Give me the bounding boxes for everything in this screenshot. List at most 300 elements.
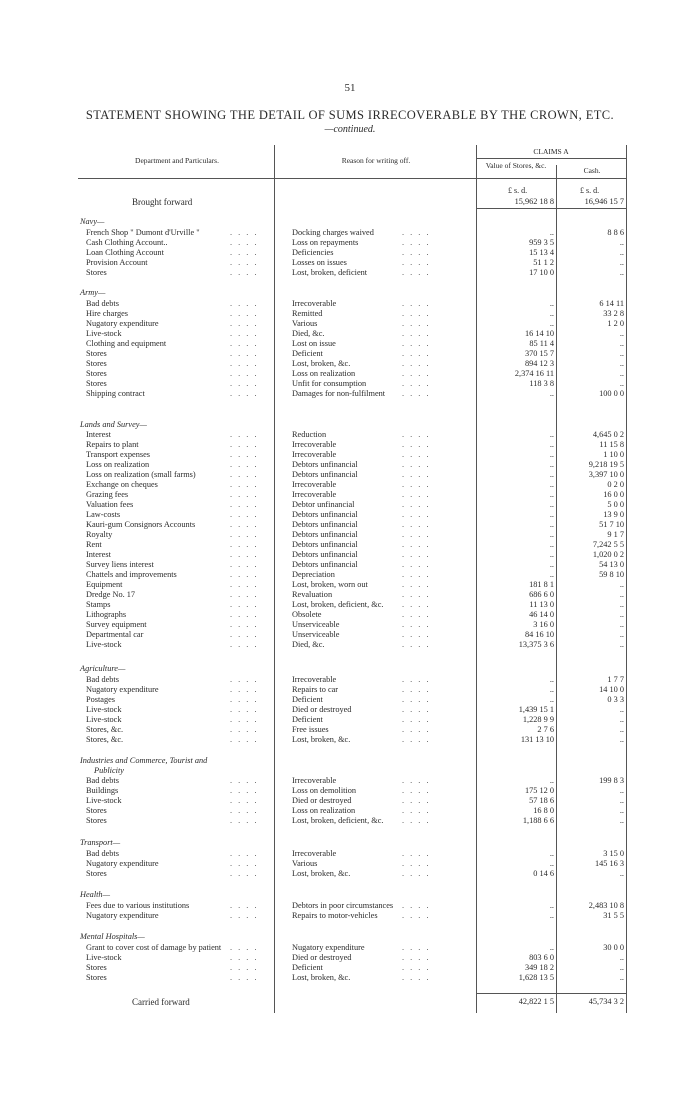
leader-dots: . . . . [230, 953, 259, 962]
value-cell: .. [549, 228, 554, 237]
reason-cell: Docking charges waived [292, 228, 374, 237]
leader-dots: . . . . [230, 430, 259, 439]
leader-dots: . . . . [402, 849, 431, 858]
particular-cell: Loan Clothing Account [86, 248, 164, 257]
value-cell: .. [549, 685, 554, 694]
value-cell: .. [549, 776, 554, 785]
reason-cell: Revaluation [292, 590, 333, 599]
carried-rule [476, 993, 626, 994]
particular-cell: Live-stock [86, 705, 122, 714]
particular-cell: Brought forward [132, 197, 193, 207]
table-row [0, 359, 700, 369]
leader-dots: . . . . [402, 450, 431, 459]
cash-cell: .. [619, 349, 624, 358]
value-cell: 57 18 6 [529, 796, 554, 805]
table-row [0, 725, 700, 735]
leader-dots: . . . . [402, 630, 431, 639]
particular-cell: Shipping contract [86, 389, 145, 398]
leader-dots: . . . . [402, 520, 431, 529]
table-row [0, 997, 700, 1007]
cash-cell: .. [619, 816, 624, 825]
leader-dots: . . . . [402, 349, 431, 358]
cash-cell: .. [619, 715, 624, 724]
cash-cell: 145 16 3 [594, 859, 624, 868]
leader-dots: . . . . [230, 510, 259, 519]
leader-dots: . . . . [230, 963, 259, 972]
value-cell: 2 7 6 [537, 725, 554, 734]
page-subtitle: —continued. [324, 124, 376, 135]
leader-dots: . . . . [230, 849, 259, 858]
leader-dots: . . . . [230, 869, 259, 878]
reason-cell: Deficiencies [292, 248, 334, 257]
leader-dots: . . . . [402, 943, 431, 952]
particular-cell: Live-stock [86, 953, 122, 962]
cash-cell: .. [619, 725, 624, 734]
table-row [0, 369, 700, 379]
value-cell: .. [549, 560, 554, 569]
table-row [0, 389, 700, 399]
leader-dots: . . . . [230, 725, 259, 734]
leader-dots: . . . . [402, 620, 431, 629]
section-heading [0, 756, 700, 766]
cash-cell: 1,020 0 2 [592, 550, 624, 559]
leader-dots: . . . . [402, 258, 431, 267]
particular-cell: Stores [86, 268, 107, 277]
value-cell: .. [549, 510, 554, 519]
table-row [0, 309, 700, 319]
table-row [0, 540, 700, 550]
leader-dots: . . . . [402, 963, 431, 972]
table-row [0, 430, 700, 440]
value-cell: 131 13 10 [520, 735, 554, 744]
particular-cell: Bad debts [86, 675, 119, 684]
particular-cell: Stores [86, 816, 107, 825]
cash-cell: 45,734 3 2 [588, 997, 624, 1006]
leader-dots: . . . . [230, 600, 259, 609]
particular-cell: Bad debts [86, 776, 119, 785]
value-cell: .. [549, 440, 554, 449]
table-row [0, 480, 700, 490]
leader-dots: . . . . [402, 901, 431, 910]
value-cell: .. [549, 849, 554, 858]
particular-cell: Stores [86, 869, 107, 878]
leader-dots: . . . . [230, 379, 259, 388]
table-row [0, 640, 700, 650]
value-cell: 84 16 10 [524, 630, 554, 639]
leader-dots: . . . . [402, 248, 431, 257]
reason-cell: Deficient [292, 349, 323, 358]
leader-dots: . . . . [402, 359, 431, 368]
leader-dots: . . . . [230, 973, 259, 982]
particular-cell: Grant to cover cost of damage by patient [86, 943, 222, 952]
reason-cell: Lost, broken, deficient [292, 268, 368, 277]
leader-dots: . . . . [402, 238, 431, 247]
value-cell: 17 10 0 [529, 268, 554, 277]
value-cell: 15,962 18 8 [514, 197, 554, 206]
particular-cell: Live-stock [86, 329, 122, 338]
particular-cell: Interest [86, 430, 111, 439]
leader-dots: . . . . [402, 570, 431, 579]
leader-dots: . . . . [402, 816, 431, 825]
cash-cell: .. [619, 379, 624, 388]
particular-cell: Exchange on cheques [86, 480, 158, 489]
reason-cell: Loss on repayments [292, 238, 359, 247]
reason-cell: Irrecoverable [292, 776, 337, 785]
reason-cell: Loss on demolition [292, 786, 357, 795]
claims-underline [476, 158, 626, 159]
value-cell: 16 8 0 [533, 806, 554, 815]
table-row [0, 450, 700, 460]
table-row [0, 953, 700, 963]
leader-dots: . . . . [402, 309, 431, 318]
particular-cell: Grazing fees [86, 490, 129, 499]
reason-cell: Debtors unfinancial [292, 520, 358, 529]
value-cell: .. [549, 299, 554, 308]
particular-cell: Chattels and improvements [86, 570, 177, 579]
leader-dots: . . . . [230, 329, 259, 338]
table-row [0, 550, 700, 560]
leader-dots: . . . . [402, 500, 431, 509]
value-cell: .. [549, 319, 554, 328]
reason-cell: Irrecoverable [292, 849, 337, 858]
cash-cell: 3 15 0 [603, 849, 624, 858]
leader-dots: . . . . [402, 859, 431, 868]
reason-cell: Died, &c. [292, 329, 325, 338]
value-cell: 11 13 0 [529, 600, 554, 609]
leader-dots: . . . . [402, 806, 431, 815]
reason-cell: Lost, broken, &c. [292, 359, 351, 368]
particular-cell: Stores [86, 379, 107, 388]
cash-cell: .. [619, 705, 624, 714]
table-row [0, 510, 700, 520]
leader-dots: . . . . [402, 725, 431, 734]
particular-cell: Survey liens interest [86, 560, 154, 569]
reason-cell: Deficient [292, 715, 323, 724]
cash-cell: 1 10 0 [603, 450, 624, 459]
cash-cell: 33 2 8 [603, 309, 624, 318]
cash-cell: .. [619, 640, 624, 649]
reason-cell: Lost on issue [292, 339, 336, 348]
table-row [0, 440, 700, 450]
cash-cell: 13 9 0 [603, 510, 624, 519]
particular-cell: Equipment [86, 580, 123, 589]
leader-dots: . . . . [402, 470, 431, 479]
table-row [0, 349, 700, 359]
cash-cell: 30 0 0 [603, 943, 624, 952]
leader-dots: . . . . [230, 735, 259, 744]
value-cell: .. [549, 490, 554, 499]
table-row [0, 776, 700, 786]
value-cell: .. [549, 550, 554, 559]
leader-dots: . . . . [402, 228, 431, 237]
table-row [0, 530, 700, 540]
leader-dots: . . . . [402, 379, 431, 388]
particular-cell: Stores [86, 963, 107, 972]
leader-dots: . . . . [230, 705, 259, 714]
leader-dots: . . . . [230, 268, 259, 277]
reason-cell: Lost, broken, deficient, &c. [292, 600, 384, 609]
section-heading [0, 420, 700, 430]
leader-dots: . . . . [402, 796, 431, 805]
reason-cell: Debtors unfinancial [292, 470, 358, 479]
cash-cell: .. [619, 238, 624, 247]
particular-cell: Lithographs [86, 610, 127, 619]
cash-cell: 4,645 0 2 [592, 430, 624, 439]
particular-cell: Lands and Survey— [80, 420, 147, 429]
leader-dots: . . . . [402, 530, 431, 539]
reason-cell: Lost, broken, &c. [292, 973, 351, 982]
leader-dots: . . . . [230, 610, 259, 619]
reason-cell: Unfit for consumption [292, 379, 367, 388]
leader-dots: . . . . [230, 339, 259, 348]
leader-dots: . . . . [402, 786, 431, 795]
particular-cell: Stores [86, 369, 107, 378]
leader-dots: . . . . [402, 580, 431, 589]
particular-cell: Navy— [80, 217, 105, 226]
particular-cell: Nugatory expenditure [86, 859, 159, 868]
cash-cell: 6 14 11 [599, 299, 624, 308]
reason-cell: Died or destroyed [292, 705, 352, 714]
leader-dots: . . . . [230, 238, 259, 247]
particular-cell: Fees due to various institutions [86, 901, 190, 910]
value-cell: 181 8 1 [529, 580, 554, 589]
value-cell: 16 14 10 [524, 329, 554, 338]
value-cell: 803 6 0 [529, 953, 554, 962]
table-row [0, 197, 700, 207]
particular-cell: Stores [86, 359, 107, 368]
table-row [0, 268, 700, 278]
cash-cell: .. [619, 869, 624, 878]
leader-dots: . . . . [402, 715, 431, 724]
value-cell: .. [549, 470, 554, 479]
cash-cell: .. [619, 248, 624, 257]
table-row [0, 500, 700, 510]
leader-dots: . . . . [230, 460, 259, 469]
particular-cell: Royalty [86, 530, 113, 539]
value-cell: .. [549, 460, 554, 469]
cash-cell: 9,218 19 5 [588, 460, 624, 469]
table-row [0, 816, 700, 826]
value-cell: .. [549, 911, 554, 920]
table-row [0, 228, 700, 238]
value-header: Value of Stores, &c. [485, 161, 547, 170]
leader-dots: . . . . [230, 620, 259, 629]
cash-cell: 199 8 3 [599, 776, 624, 785]
particular-cell: Stores, &c. [86, 725, 124, 734]
particular-cell: Publicity [94, 766, 124, 775]
leader-dots: . . . . [230, 675, 259, 684]
leader-dots: . . . . [230, 776, 259, 785]
reason-cell: Unserviceable [292, 630, 340, 639]
particular-cell: Transport expenses [86, 450, 150, 459]
value-cell: 1,228 9 9 [522, 715, 554, 724]
value-cell: 2,374 16 11 [514, 369, 554, 378]
value-cell: 370 15 7 [524, 349, 554, 358]
value-cell: .. [549, 901, 554, 910]
cash-cell: .. [619, 339, 624, 348]
leader-dots: . . . . [230, 816, 259, 825]
leader-dots: . . . . [230, 440, 259, 449]
cash-cell: 9 1 7 [607, 530, 624, 539]
value-currency-label: £ s. d. [508, 186, 528, 195]
cash-cell: .. [619, 268, 624, 277]
leader-dots: . . . . [230, 500, 259, 509]
leader-dots: . . . . [230, 901, 259, 910]
cash-cell: .. [619, 963, 624, 972]
particular-cell: Provision Account [86, 258, 148, 267]
section-heading [0, 766, 700, 776]
reason-cell: Various [292, 859, 318, 868]
particular-cell: Loss on realization [86, 460, 150, 469]
cash-cell: .. [619, 630, 624, 639]
leader-dots: . . . . [230, 258, 259, 267]
reason-cell: Lost, broken, &c. [292, 869, 351, 878]
reason-cell: Debtor unfinancial [292, 500, 355, 509]
reason-header: Reason for writing off. [341, 156, 411, 165]
reason-cell: Lost, broken, deficient, &c. [292, 816, 384, 825]
leader-dots: . . . . [230, 480, 259, 489]
reason-cell: Debtors unfinancial [292, 550, 358, 559]
leader-dots: . . . . [230, 490, 259, 499]
leader-dots: . . . . [402, 590, 431, 599]
reason-cell: Died, &c. [292, 640, 325, 649]
particular-cell: Stores [86, 349, 107, 358]
particular-cell: Buildings [86, 786, 119, 795]
table-row [0, 705, 700, 715]
cash-cell: .. [619, 258, 624, 267]
particular-cell: French Shop " Dumont d'Urville " [86, 228, 200, 237]
particular-cell: Postages [86, 695, 116, 704]
leader-dots: . . . . [230, 580, 259, 589]
particular-cell: Rent [86, 540, 102, 549]
cash-cell: .. [619, 973, 624, 982]
particular-cell: Mental Hospitals— [80, 932, 145, 941]
particular-cell: Interest [86, 550, 111, 559]
cash-cell: 8 8 6 [607, 228, 624, 237]
table-row [0, 379, 700, 389]
leader-dots: . . . . [230, 319, 259, 328]
table-row [0, 901, 700, 911]
cash-cell: 51 7 10 [599, 520, 624, 529]
table-row [0, 590, 700, 600]
cash-cell: .. [619, 580, 624, 589]
page-number: 51 [344, 82, 356, 94]
value-cell: 46 14 0 [529, 610, 554, 619]
leader-dots: . . . . [230, 299, 259, 308]
value-cell: .. [549, 530, 554, 539]
particular-cell: Nugatory expenditure [86, 911, 159, 920]
leader-dots: . . . . [402, 480, 431, 489]
particular-cell: Cash Clothing Account.. [86, 238, 168, 247]
particular-cell: Departmental car [86, 630, 144, 639]
value-cell: .. [549, 309, 554, 318]
leader-dots: . . . . [402, 610, 431, 619]
leader-dots: . . . . [230, 520, 259, 529]
cash-cell: 5 0 0 [607, 500, 624, 509]
cash-cell: 0 3 3 [607, 695, 624, 704]
table-row [0, 973, 700, 983]
value-cell: .. [549, 500, 554, 509]
reason-cell: Irrecoverable [292, 450, 337, 459]
leader-dots: . . . . [230, 796, 259, 805]
reason-cell: Irrecoverable [292, 675, 337, 684]
leader-dots: . . . . [230, 943, 259, 952]
leader-dots: . . . . [402, 339, 431, 348]
section-heading [0, 217, 700, 227]
reason-cell: Debtors unfinancial [292, 460, 358, 469]
reason-cell: Unserviceable [292, 620, 340, 629]
table-row [0, 490, 700, 500]
value-cell: .. [549, 430, 554, 439]
particular-cell: Nugatory expenditure [86, 685, 159, 694]
cash-cell: .. [619, 600, 624, 609]
particular-cell: Health— [80, 890, 110, 899]
value-cell: .. [549, 389, 554, 398]
cash-cell: 1 2 0 [607, 319, 624, 328]
reason-cell: Debtors in poor circumstances [292, 901, 394, 910]
particular-cell: Kauri-gum Consignors Accounts [86, 520, 196, 529]
leader-dots: . . . . [402, 675, 431, 684]
table-row [0, 248, 700, 258]
reason-cell: Debtors unfinancial [292, 560, 358, 569]
cash-cell: .. [619, 786, 624, 795]
leader-dots: . . . . [402, 440, 431, 449]
cash-cell: .. [619, 610, 624, 619]
particular-cell: Repairs to plant [86, 440, 139, 449]
table-row [0, 786, 700, 796]
table-row [0, 610, 700, 620]
leader-dots: . . . . [402, 869, 431, 878]
reason-cell: Free issues [292, 725, 329, 734]
value-cell: 894 12 3 [524, 359, 554, 368]
reason-cell: Irrecoverable [292, 490, 337, 499]
cash-header: Cash. [583, 166, 601, 175]
cash-cell: 3,397 10 0 [588, 470, 624, 479]
reason-cell: Deficient [292, 695, 323, 704]
value-cell: 85 11 4 [529, 339, 554, 348]
leader-dots: . . . . [230, 389, 259, 398]
leader-dots: . . . . [230, 530, 259, 539]
table-row [0, 329, 700, 339]
reason-cell: Various [292, 319, 318, 328]
cash-cell: .. [619, 735, 624, 744]
leader-dots: . . . . [402, 600, 431, 609]
page-title: STATEMENT SHOWING THE DETAIL OF SUMS IRRECOVERABLE BY THE CROWN, ETC. [85, 108, 615, 122]
value-cell: .. [549, 943, 554, 952]
reason-cell: Lost, broken, worn out [292, 580, 368, 589]
section-heading [0, 890, 700, 900]
particular-cell: Live-stock [86, 796, 122, 805]
reason-cell: Irrecoverable [292, 299, 337, 308]
reason-cell: Repairs to motor-vehicles [292, 911, 378, 920]
section-heading [0, 838, 700, 848]
cash-cell: 2,483 10 8 [588, 901, 624, 910]
leader-dots: . . . . [230, 450, 259, 459]
leader-dots: . . . . [402, 695, 431, 704]
reason-cell: Loss on realization [292, 369, 356, 378]
leader-dots: . . . . [230, 228, 259, 237]
cash-cell: .. [619, 369, 624, 378]
forward-rule [476, 208, 626, 209]
leader-dots: . . . . [230, 859, 259, 868]
cash-cell: .. [619, 590, 624, 599]
particular-cell: Loss on realization (small farms) [86, 470, 196, 479]
leader-dots: . . . . [402, 369, 431, 378]
reason-cell: Nugatory expenditure [292, 943, 365, 952]
particular-cell: Industries and Commerce, Tourist and [80, 756, 208, 765]
value-cell: .. [549, 540, 554, 549]
leader-dots: . . . . [402, 460, 431, 469]
